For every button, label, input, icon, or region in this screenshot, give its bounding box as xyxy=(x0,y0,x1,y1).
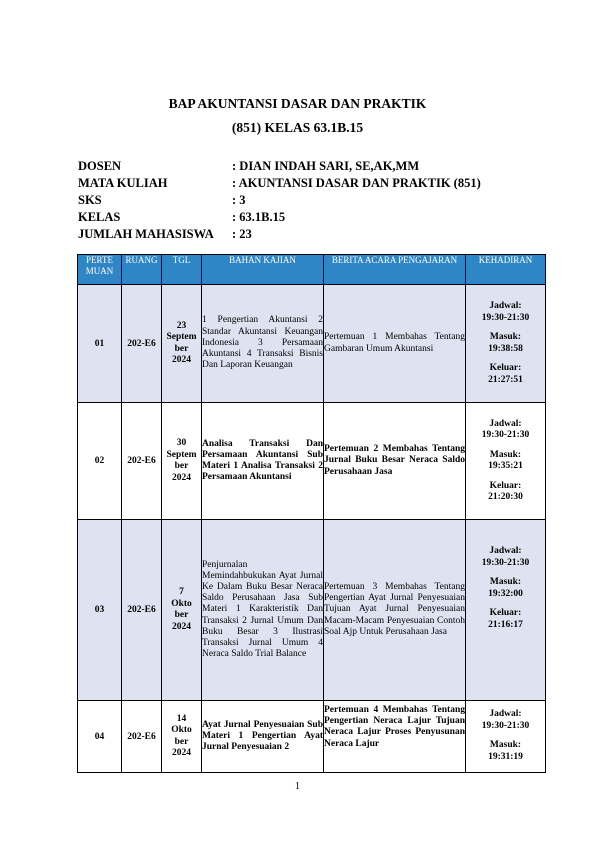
info-value: : 3 xyxy=(232,193,246,207)
masuk-block xyxy=(466,577,545,600)
cell-tgl xyxy=(162,520,202,701)
course-info xyxy=(78,158,481,243)
cell-pertemuan: 04 xyxy=(78,701,122,773)
masuk-label: Masuk: xyxy=(489,449,522,460)
header-berita-acara: BERITA ACARA PENGAJARAN xyxy=(324,255,466,285)
cell-tgl xyxy=(162,285,202,403)
info-label: MATA KULIAH xyxy=(78,176,168,190)
cell-pertemuan: 01 xyxy=(78,285,122,403)
info-row-sks xyxy=(78,192,481,209)
cell-berita-acara: Pertemuan 2 Membahas Tentang Jurnal Buku Besar Neraca Saldo Perusahaan Jasa xyxy=(324,403,466,520)
header-pertemuan: PERTE MUAN xyxy=(78,255,122,285)
cell-ruang: 202-E6 xyxy=(122,285,162,403)
cell-berita-acara: Pertemuan 4 Membahas Tentang Pengertian Neraca Lajur Tujuan Neraca Lajur Proses Penyusunan Neraca Lajur xyxy=(324,701,466,773)
cell-kehadiran xyxy=(466,285,546,403)
cell-tgl xyxy=(162,403,202,520)
tgl-line: 2024 xyxy=(172,621,191,632)
masuk-label: Masuk: xyxy=(489,577,522,587)
cell-ruang: 202-E6 xyxy=(122,701,162,773)
keluar-value: 21:27:51 xyxy=(488,374,523,385)
header-ruang: RUANG xyxy=(122,255,162,285)
tgl-line: ber xyxy=(174,610,189,620)
cell-pertemuan: 03 xyxy=(78,520,122,701)
jadwal-block xyxy=(466,419,545,442)
jadwal-value: 19:30-21:30 xyxy=(481,557,530,568)
info-label: DOSEN xyxy=(78,159,122,173)
masuk-label: Masuk: xyxy=(489,740,522,750)
info-row-jumlah-mahasiswa xyxy=(78,226,481,243)
cell-tgl xyxy=(162,701,202,773)
table-row xyxy=(78,285,546,403)
masuk-block xyxy=(466,740,545,763)
cell-bahan-kajian: 1 Pengertian Akuntansi 2 Standar Akuntansi Keuangan Indonesia 3 Persamaan Akuntansi 4 Transaksi Bisnis Dan Laporan Keuangan xyxy=(202,285,324,403)
jadwal-label: Jadwal: xyxy=(489,709,522,719)
header-kehadiran: KEHADIRAN xyxy=(466,255,546,285)
info-label: KELAS xyxy=(78,210,121,224)
cell-ruang: 202-E6 xyxy=(122,520,162,701)
info-value: : 63.1B.15 xyxy=(232,210,286,224)
masuk-value: 19:35:21 xyxy=(488,461,523,471)
jadwal-value: 19:30-21:30 xyxy=(481,312,530,323)
jadwal-label: Jadwal: xyxy=(489,301,522,311)
jadwal-label: Jadwal: xyxy=(489,546,522,556)
masuk-value: 19:32:00 xyxy=(488,588,523,599)
jadwal-block xyxy=(466,709,545,732)
tgl-line: 7 xyxy=(179,587,184,597)
header-tgl: TGL xyxy=(162,255,202,285)
keluar-value: 21:16:17 xyxy=(488,619,523,630)
document-title: BAP AKUNTANSI DASAR DAN PRAKTIK xyxy=(168,96,427,111)
tgl-line: Septem xyxy=(166,449,197,460)
jadwal-value: 19:30-21:30 xyxy=(481,720,530,731)
tgl-line: 23 xyxy=(176,320,187,331)
masuk-label: Masuk: xyxy=(489,332,522,342)
header-bahan-kajian: BAHAN KAJIAN xyxy=(202,255,324,285)
tgl-line: Septem xyxy=(166,332,197,342)
page-number: 1 xyxy=(295,781,300,792)
tgl-line: ber xyxy=(174,736,189,747)
masuk-block xyxy=(466,332,545,355)
keluar-label: Keluar: xyxy=(489,608,522,618)
tgl-line: 30 xyxy=(176,438,187,448)
info-row-kelas xyxy=(78,209,481,226)
jadwal-block xyxy=(466,301,545,324)
document-subtitle: (851) KELAS 63.1B.15 xyxy=(231,120,364,135)
info-row-dosen xyxy=(78,158,481,175)
tgl-line: ber xyxy=(174,343,189,354)
masuk-value: 19:31:19 xyxy=(488,751,523,762)
keluar-block xyxy=(466,363,545,386)
cell-berita-acara: Pertemuan 1 Membahas Tentang Gambaran Umum Akuntansi xyxy=(324,285,466,403)
table-row xyxy=(78,403,546,520)
keluar-value: 21:20:30 xyxy=(488,492,523,502)
cell-ruang: 202-E6 xyxy=(122,403,162,520)
cell-berita-acara: Pertemuan 3 Membahas Tentang Pengertian Ayat Jurnal Penyesuaian Tujuan Ayat Jurnal Penyesuaian Macam-Macam Penyesuaian Contoh Soal Ajp Untuk Perusahaan Jasa xyxy=(324,520,466,701)
info-value: : AKUNTANSI DASAR DAN PRAKTIK (851) xyxy=(232,176,481,190)
tgl-line: Okto xyxy=(171,725,192,735)
cell-bahan-kajian: Ayat Jurnal Penyesuaian Sub Materi 1 Pengertian Ayat Jurnal Penyesuaian 2 xyxy=(202,701,324,773)
masuk-block xyxy=(466,450,545,473)
tgl-line: 2024 xyxy=(172,472,191,483)
tgl-line: ber xyxy=(174,461,189,471)
keluar-block xyxy=(466,608,545,631)
cell-bahan-kajian: Penjurnalan Memindahbukukan Ayat Jurnal Ke Dalam Buku Besar Neraca Saldo Perusahaan Jasa Sub Materi 1 Karakteristik Dan Transaksi 2 Jurnal Umum Dan Buku Besar 3 Ilustrasi Transaksi Jurnal Umum 4 Neraca Saldo Trial Balance xyxy=(202,520,324,701)
tgl-line: Okto xyxy=(171,598,192,609)
cell-kehadiran xyxy=(466,403,546,520)
cell-pertemuan: 02 xyxy=(78,403,122,520)
tgl-line: 2024 xyxy=(172,355,191,365)
tgl-line: 14 xyxy=(176,713,187,724)
keluar-block xyxy=(466,481,545,504)
cell-kehadiran xyxy=(466,520,546,701)
info-value: : 23 xyxy=(232,227,252,241)
table-row xyxy=(78,701,546,773)
bap-table xyxy=(77,254,546,773)
info-label: SKS xyxy=(78,193,102,207)
jadwal-block xyxy=(466,546,545,569)
table-header-row xyxy=(78,255,546,285)
masuk-value: 19:38:58 xyxy=(488,343,523,354)
table-row xyxy=(78,520,546,701)
info-value: : DIAN INDAH SARI, SE,AK,MM xyxy=(232,159,420,173)
info-label: JUMLAH MAHASISWA xyxy=(78,227,214,241)
tgl-line: 2024 xyxy=(172,748,191,758)
keluar-label: Keluar: xyxy=(489,363,522,373)
jadwal-value: 19:30-21:30 xyxy=(481,430,530,440)
cell-kehadiran xyxy=(466,701,546,773)
cell-bahan-kajian: Analisa Transaksi Dan Persamaan Akuntansi Sub Materi 1 Analisa Transaksi 2 Persamaan Akuntansi xyxy=(202,403,324,520)
jadwal-label: Jadwal: xyxy=(489,418,522,429)
keluar-label: Keluar: xyxy=(489,480,522,491)
info-row-mata-kuliah xyxy=(78,175,481,192)
